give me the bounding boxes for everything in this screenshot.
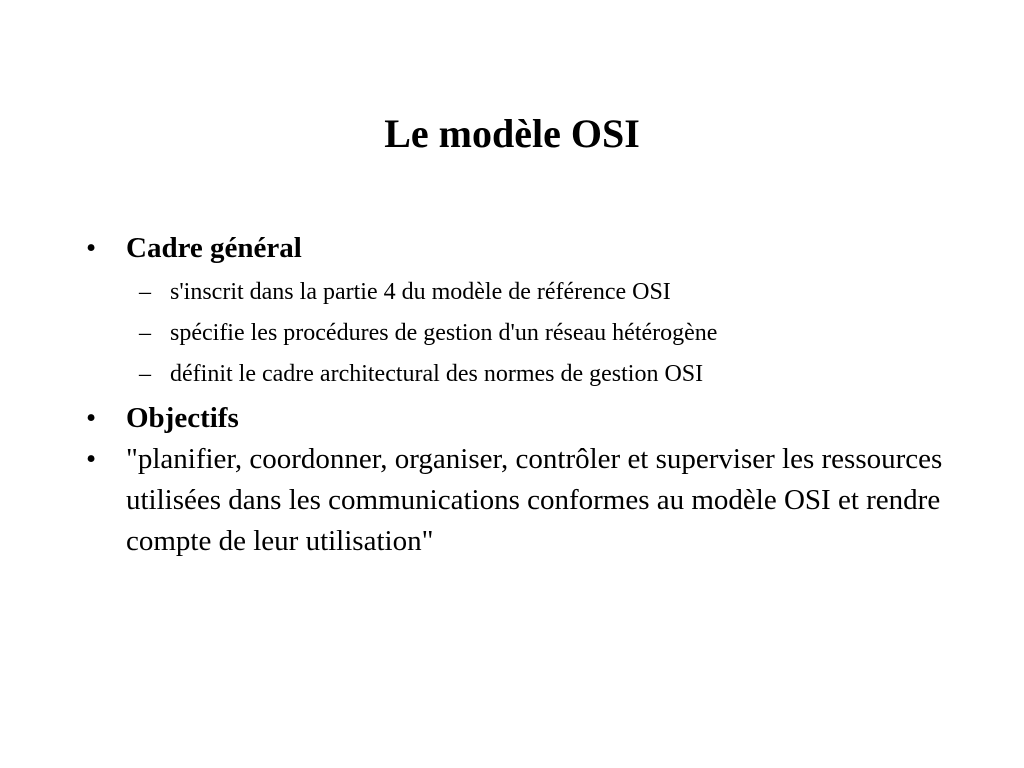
bullet-cadre-general [82,228,962,269]
dash-marker: – [139,320,151,346]
bullet-marker: • [86,402,97,434]
bullet-quote [82,439,962,562]
sub-bullet-text: spécifie les procédures de gestion d'un réseau hétérogène [170,320,718,346]
slide-title: Le modèle OSI [384,111,640,156]
sub-bullet-text: s'inscrit dans la partie 4 du modèle de référence OSI [170,279,671,305]
sub-bullet-text: définit le cadre architectural des normes de gestion OSI [170,361,704,387]
bullet-marker: • [86,232,97,264]
sub-bullet-list [82,272,962,395]
bullet-objectifs [82,398,962,439]
bullet-text: Objectifs [126,402,239,434]
bullet-marker: • [86,443,97,475]
bullet-text: "planifier, coordonner, organiser, contrôler et superviser les ressources utilisées dans les communications conformes au modèle OSI et rendre compte de leur utilisation" [126,443,943,557]
sub-bullet-item [82,354,962,395]
sub-bullet-item [82,272,962,313]
bullet-text: Cadre général [126,232,302,264]
dash-marker: – [139,279,151,305]
dash-marker: – [139,361,151,387]
bullet-list [82,228,962,562]
sub-bullet-item [82,313,962,354]
